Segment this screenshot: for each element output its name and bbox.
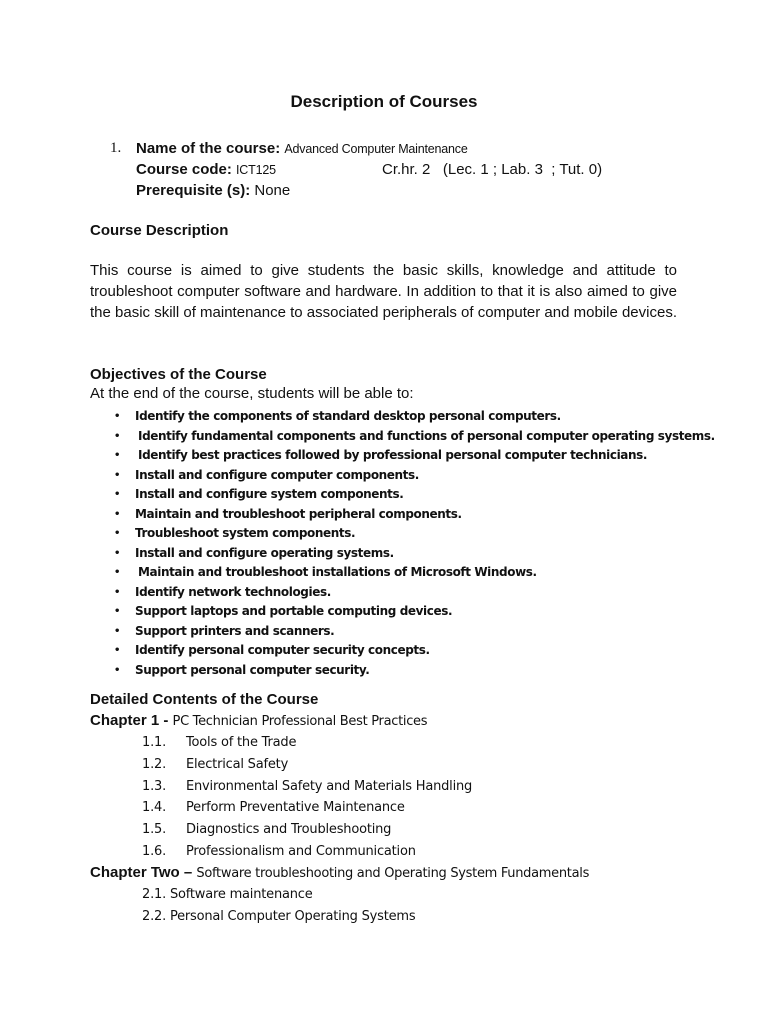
chapter-1-title: PC Technician Professional Best Practices (172, 714, 428, 729)
course-code-label: Course code: (136, 161, 232, 178)
bullet-icon: • (114, 606, 120, 617)
prerequisite-label: Prerequisite (s): (136, 182, 251, 199)
bullet-icon: • (114, 547, 120, 559)
course-name-value: Advanced Computer Maintenance (284, 142, 468, 156)
bullet-icon: • (114, 567, 120, 578)
objectives-intro: At the end of the course, students will be able to: (90, 385, 414, 402)
bullet-icon: • (114, 586, 120, 598)
bullet-icon: • (114, 450, 120, 461)
credit-hours: Cr.hr. 2 (Lec. 1 ; Lab. 3 ; Tut. 0) (382, 161, 603, 178)
prerequisite-value: None (254, 182, 291, 199)
objectives-heading: Objectives of the Course (90, 366, 267, 383)
document-title: Description of Courses (290, 92, 478, 111)
bullet-icon: • (114, 469, 120, 481)
bullet-icon: • (114, 645, 120, 656)
bullet-icon: • (114, 430, 120, 442)
chapter-1-label: Chapter 1 - (90, 712, 169, 729)
course-description-text: This course is aimed to give students the basic skills, knowledge and attitude to troubleshoot computer software and hardware. In addition to that it is also aimed to give the basic skill of maintenance to associated peripherals of computer and mobile devices. (90, 262, 677, 321)
course-description-heading: Course Description (90, 222, 229, 239)
document-page: Description of Courses 1. Name of the course: Advanced Computer Maintenance Course code: ICT125 Cr.hr. 2 (Lec. 1 ; Lab. 3 ; Tut. 0) Prerequisite (s): None Course Description This course is aimed to give students the basic skills, knowledge and attitude to troubleshoot computer software and hardware. In addition to that it is also aimed to give the basic skill of maintenance to associated peripherals of computer and mobile devices. Objectives of the Course At the end of the course, students will be able to: • Identify the components of standard desktop personal computers. • Identify fundamental components and functions of personal computer operating systems. • Identify best practices followed by professional personal computer technicians. • Install and configure computer components. • Install and configure system components. • Maintain and troubleshoot peripheral components. • Troubleshoot system components. • Install and configure operating systems. • Maintain and troubleshoot installations of Microsoft Windows. • Identify network technologies. • Support laptops and portable computing devices. • Support printers and scanners. • Identify personal computer security concepts. • Support personal computer security. Detailed Contents of the Course Chapter 1 - PC Technician Professional Best Practices 1.1. Tools of the Trade 1.2. Electrical Safety 1.3. Environmental Safety and Materials Handling 1.4. Perform Preventative Maintenance 1.5. Diagnostics and Troubleshooting 1.6. Professionalism and Communication Chapter Two – Software troubleshooting and Operating System Fundamentals 2.1. Software maintenance 2.2. Personal Computer Operating Systems (0, 0, 768, 1024)
contents-heading: Detailed Contents of the Course (90, 691, 319, 708)
course-code-value: ICT125 (236, 163, 276, 177)
bullet-icon: • (114, 489, 120, 500)
chapter-2-title: Software troubleshooting and Operating System Fundamentals (196, 866, 590, 881)
bullet-icon: • (114, 625, 120, 637)
course-name-label: Name of the course: (136, 140, 281, 157)
bullet-icon: • (114, 508, 120, 520)
bullet-icon: • (114, 528, 120, 539)
chapter-2-sections (142, 884, 415, 928)
section-item: 2.2. Personal Computer Operating Systems (142, 908, 416, 924)
chapter-2-heading (90, 864, 589, 881)
chapter-2-label: Chapter Two – (90, 864, 193, 881)
bullet-icon: • (114, 664, 120, 676)
course-number: 1. (110, 140, 122, 156)
section-item: 2.1. Software maintenance (142, 887, 313, 902)
bullet-icon: • (114, 411, 120, 422)
chapter-1-heading (90, 712, 427, 729)
